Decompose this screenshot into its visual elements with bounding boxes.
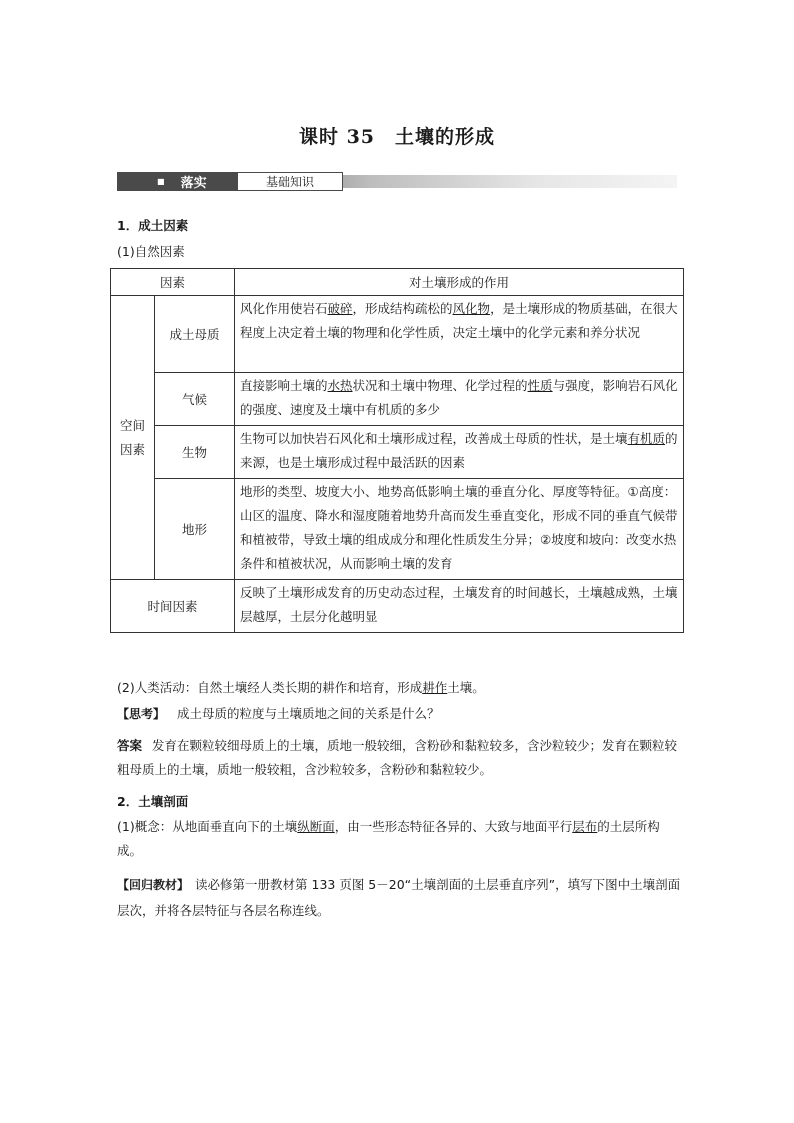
section-banner [117, 172, 677, 191]
factor-cell: 气候 [155, 373, 235, 426]
think-line [117, 704, 440, 722]
underlined-term: 纵断面 [297, 819, 335, 834]
underlined-term: 耕作 [422, 680, 448, 695]
text-run: ，形成结构疏松的 [352, 301, 453, 316]
header-factor: 因素 [111, 269, 235, 296]
textbook-text: 读必修第一册教材第 133 页图 5－20“土壤剖面的土层垂直序列”，填写下图中土壤剖面层次，并将各层特征与各层名称连线。 [117, 877, 681, 918]
text-run: (1)概念：从地面垂直向下的土壤 [117, 819, 298, 834]
factor-cell: 成土母质 [155, 296, 235, 373]
text-run: 生物可以加快岩石风化和土壤形成过程，改善成土母质的性状，是土壤 [240, 431, 628, 446]
section1-heading: 1．成土因素 [117, 218, 189, 233]
natural-factors-heading: (1)自然因素 [117, 244, 185, 259]
text-run: 的来源，也是土壤形成过程中最活跃的因素 [240, 431, 678, 470]
answer-text: 发育在颗粒较细母质上的土壤，质地一般较细，含粉砂和黏粒较多，含沙粒较少；发育在颗粒较粗母质上的土壤，质地一般较粗，含沙粒较多，含粉砂和黏粒较少。 [117, 738, 678, 777]
answer-label: 答案 [117, 738, 143, 753]
effect-cell [235, 426, 684, 479]
effect-cell: 地形的类型、坡度大小、地势高低影响土壤的垂直分化、厚度等特征。①高度：山区的温度、降水和湿度随着地势升高而发生垂直变化，形成不同的垂直气候带和植被带，导致土壤的组成成分和理化性质发生分异；②坡度和坡向：改变水热条件和植被状况，从而影响土壤的发育 [235, 479, 684, 580]
space-factor-cell [111, 296, 155, 580]
human-activity-line [117, 678, 485, 696]
banner-tag-label: 落实 [180, 176, 207, 191]
table-row [111, 373, 684, 426]
think-question: 成土母质的粒度与土壤质地之间的关系是什么？ [177, 706, 440, 721]
square-bullet-icon: ■ [157, 177, 165, 186]
text-run: 与强度，影响岩石风化的强度、速度及土壤中有机质的多少 [240, 378, 678, 417]
answer-paragraph [117, 734, 682, 782]
factor-cell: 生物 [155, 426, 235, 479]
text-run: 状况和土壤中物理、化学过程的 [352, 378, 528, 393]
time-effect-cell: 反映了土壤形成发育的历史动态过程，土壤发育的时间越长，土壤越成熟，土壤层越厚，土层分化越明显 [235, 580, 684, 633]
underlined-term: 风化物 [452, 301, 491, 316]
time-factor-cell: 时间因素 [111, 580, 235, 633]
effect-cell [235, 373, 684, 426]
table-header-row [111, 269, 684, 296]
concept-paragraph [117, 815, 682, 863]
text-run: 的土层所构成。 [117, 819, 660, 858]
text-run: 土壤。 [447, 680, 485, 695]
soil-factor-table [110, 268, 684, 633]
table-row [111, 479, 684, 580]
effect-cell [235, 296, 684, 373]
text-run: 直接影响土壤的 [240, 378, 328, 393]
text-run: 风化作用使岩石 [240, 301, 328, 316]
think-tag: 【思考】 [117, 707, 166, 721]
table-row [111, 426, 684, 479]
banner-tag [117, 172, 237, 191]
space-factor-label: 空间因素 [119, 417, 145, 457]
banner-subtitle: 基础知识 [237, 172, 343, 191]
table-row [111, 296, 684, 373]
underlined-term: 有机质 [627, 431, 666, 446]
underlined-term: 破碎 [327, 301, 353, 316]
underlined-term: 水热 [327, 378, 353, 393]
text-run: ，是土壤形成的物质基础，在很大程度上决定着土壤的物理和化学性质，决定土壤中的化学元素和养分状况 [240, 301, 678, 340]
section2-heading: 2．土壤剖面 [117, 794, 189, 809]
textbook-tag: 【回归教材】 [117, 878, 190, 892]
table-row [111, 580, 684, 633]
underlined-term: 层布 [572, 819, 598, 834]
factor-cell: 地形 [155, 479, 235, 580]
underlined-term: 性质 [527, 378, 553, 393]
page-title: 课时 35 土壤的形成 [298, 126, 496, 148]
text-run: ，由一些形态特征各异的、大致与地面平行 [334, 819, 573, 834]
header-effect: 对土壤形成的作用 [235, 269, 684, 296]
textbook-paragraph [117, 872, 682, 924]
text-run: (2)人类活动：自然土壤经人类长期的耕作和培育，形成 [117, 680, 423, 695]
